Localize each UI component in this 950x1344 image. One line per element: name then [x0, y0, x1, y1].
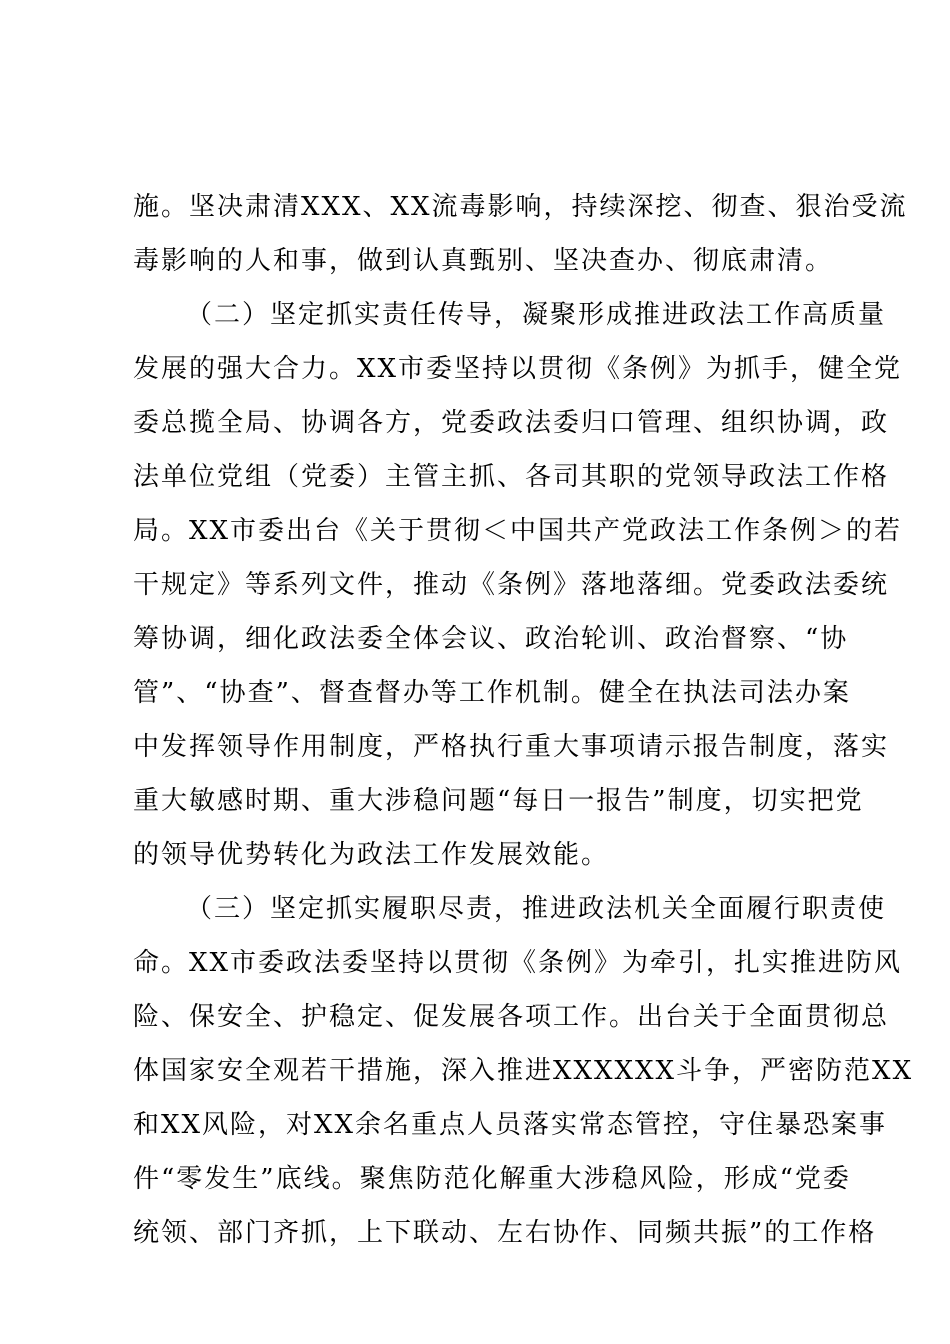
text-line: 中发挥领导作用制度，严格执行重大事项请示报告制度，落实 [133, 732, 890, 762]
text-line: 委总揽全局、协调各方，党委政法委归口管理、组织协调，政 [133, 408, 890, 438]
text-line: 发展的强大合力。XX市委坚持以贯彻《条例》为抓手，健全党 [133, 354, 903, 384]
text-line: 险、保安全、护稳定、促发展各项工作。出台关于全面贯彻总 [133, 1002, 890, 1032]
text-line: 件“零发生”底线。聚焦防范化解重大涉稳风险，形成“党委 [133, 1164, 851, 1194]
text-line: 管”、“协查”、督查督办等工作机制。健全在执法司法办案 [133, 678, 851, 708]
section-heading-line: （二）坚定抓实责任传导，凝聚形成推进政法工作高质量 [186, 300, 887, 330]
text-line: 和XX风险，对XX余名重点人员落实常态管控，守住暴恐案事 [133, 1110, 888, 1140]
text-line: 体国家安全观若干措施，深入推进XXXXXX斗争，严密防范XX [133, 1056, 914, 1086]
text-line: 施。坚决肃清XXX、XX流毒影响，持续深挖、彻查、狠治受流 [133, 192, 908, 222]
text-line: 局。XX市委出台《关于贯彻＜中国共产党政法工作条例＞的若 [133, 516, 903, 546]
text-line: 的领导优势转化为政法工作发展效能。 [133, 840, 610, 870]
text-line: 统领、部门齐抓，上下联动、左右协作、同频共振”的工作格 [133, 1218, 877, 1248]
section-heading-line: （三）坚定抓实履职尽责，推进政法机关全面履行职责使 [186, 894, 887, 924]
text-line: 法单位党组（党委）主管主抓、各司其职的党领导政法工作格 [133, 462, 890, 492]
text-line: 干规定》等系列文件，推动《条例》落地落细。党委政法委统 [133, 570, 890, 600]
text-line: 筹协调，细化政法委全体会议、政治轮训、政治督察、“协 [133, 624, 849, 654]
text-line: 命。XX市委政法委坚持以贯彻《条例》为牵引，扎实推进防风 [133, 948, 903, 978]
text-line: 重大敏感时期、重大涉稳问题“每日一报告”制度，切实把党 [133, 786, 864, 816]
text-line: 毒影响的人和事，做到认真甄别、坚决查办、彻底肃清。 [133, 246, 834, 276]
